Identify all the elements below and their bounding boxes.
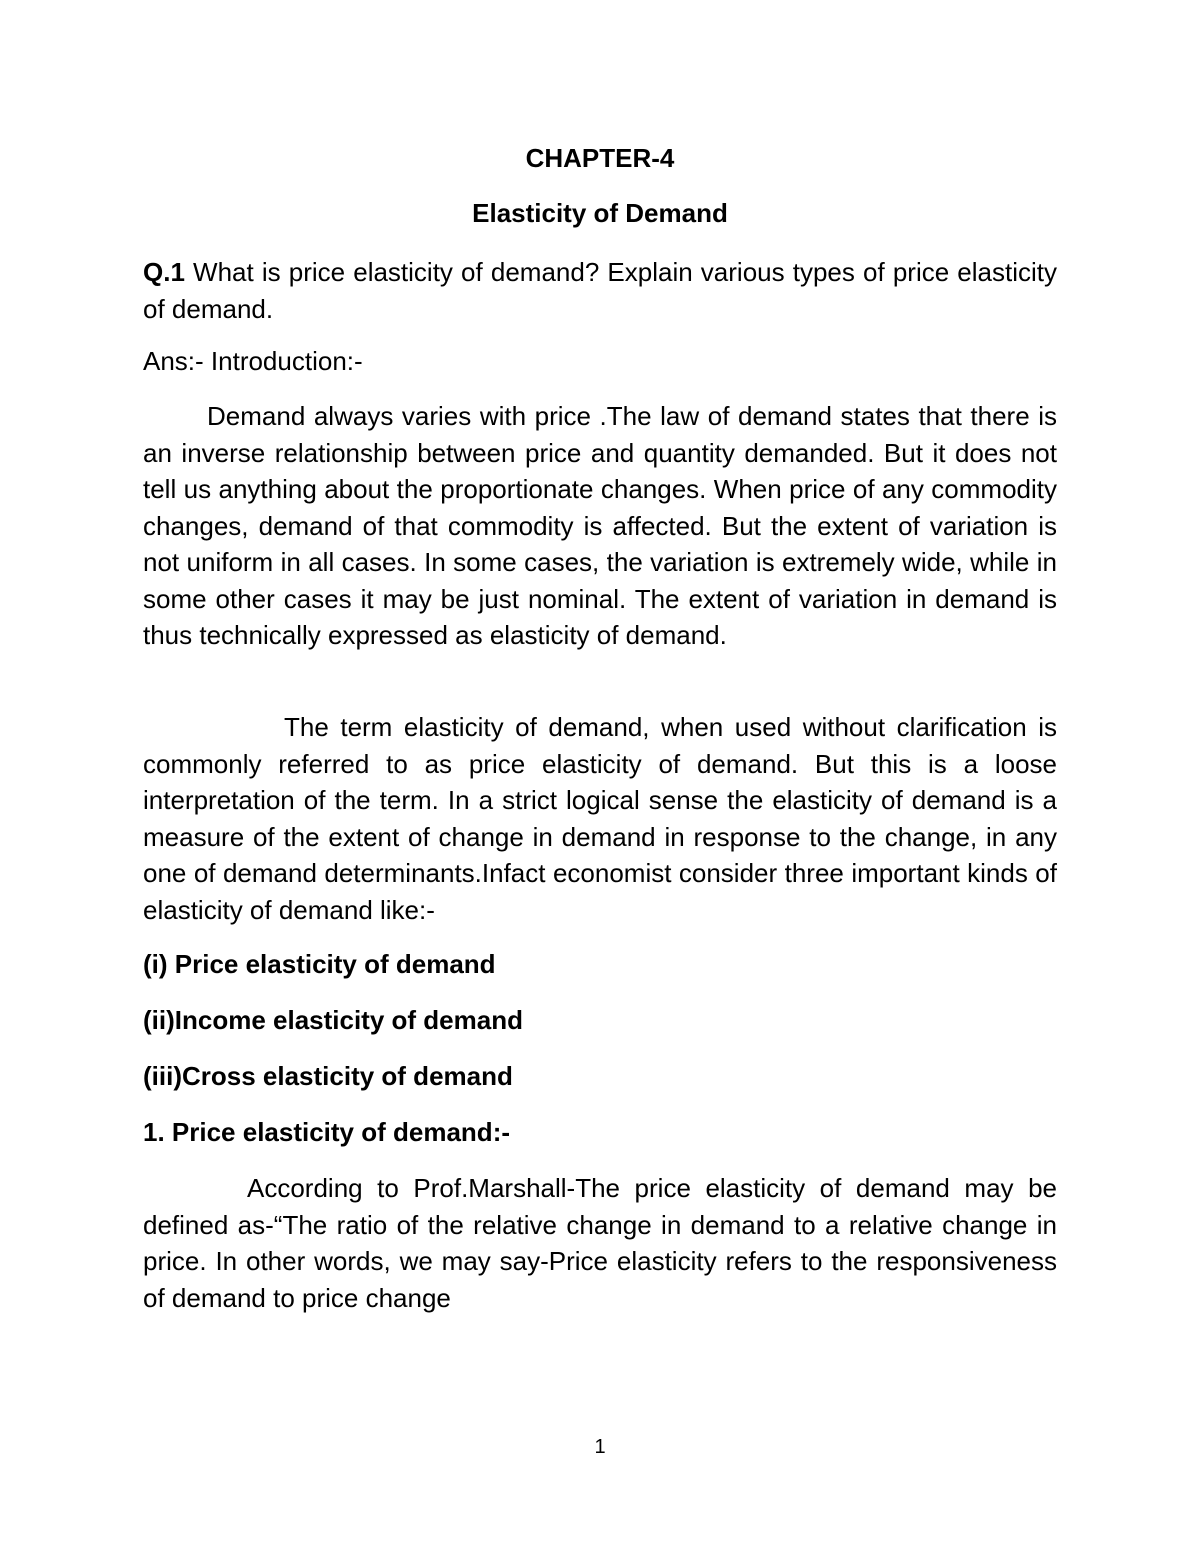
- question-label: Q.1: [143, 257, 185, 287]
- kind-income-elasticity: (ii)Income elasticity of demand: [143, 1005, 523, 1035]
- question-text: What is price elasticity of demand? Explain various types of price elasticity of demand.: [143, 257, 1057, 324]
- paragraph-elasticity-term: The term elasticity of demand, when used without clarification is commonly referred to as price elasticity of demand. But this is a loose interpretation of the term. In a strict logical sense the elasticity of demand is a measure of the extent of change in demand in response to the change, in any one of demand determinants.Infact economist consider three important kinds of elasticity of demand like:-: [143, 712, 1057, 925]
- page-number: 1: [594, 1436, 606, 1458]
- page-content: [143, 0, 1057, 1553]
- paragraph-introduction: Demand always varies with price .The law of demand states that there is an inverse relationship between price and quantity demanded. But it does not tell us anything about the proportionate changes. When price of any commodity changes, demand of that commodity is affected. But the extent of variation is not uniform in all cases. In some cases, the variation is extremely wide, while in some other cases it may be just nominal. The extent of variation in demand is thus technically expressed as elasticity of demand.: [143, 401, 1057, 650]
- question: [143, 254, 1057, 327]
- kind-cross-elasticity: (iii)Cross elasticity of demand: [143, 1061, 513, 1091]
- paragraph-marshall-definition: According to Prof.Marshall-The price elasticity of demand may be defined as-“The ratio of the relative change in demand to a relative change in price. In other words, we may say-Price elasticity refers to the responsiveness of demand to price change: [143, 1173, 1057, 1313]
- chapter-heading: CHAPTER-4: [525, 143, 675, 173]
- chapter-title: Elasticity of Demand: [472, 198, 728, 228]
- section-heading: 1. Price elasticity of demand:-: [143, 1117, 511, 1147]
- answer-heading: Ans:- Introduction:-: [143, 346, 363, 376]
- kind-price-elasticity: (i) Price elasticity of demand: [143, 949, 496, 979]
